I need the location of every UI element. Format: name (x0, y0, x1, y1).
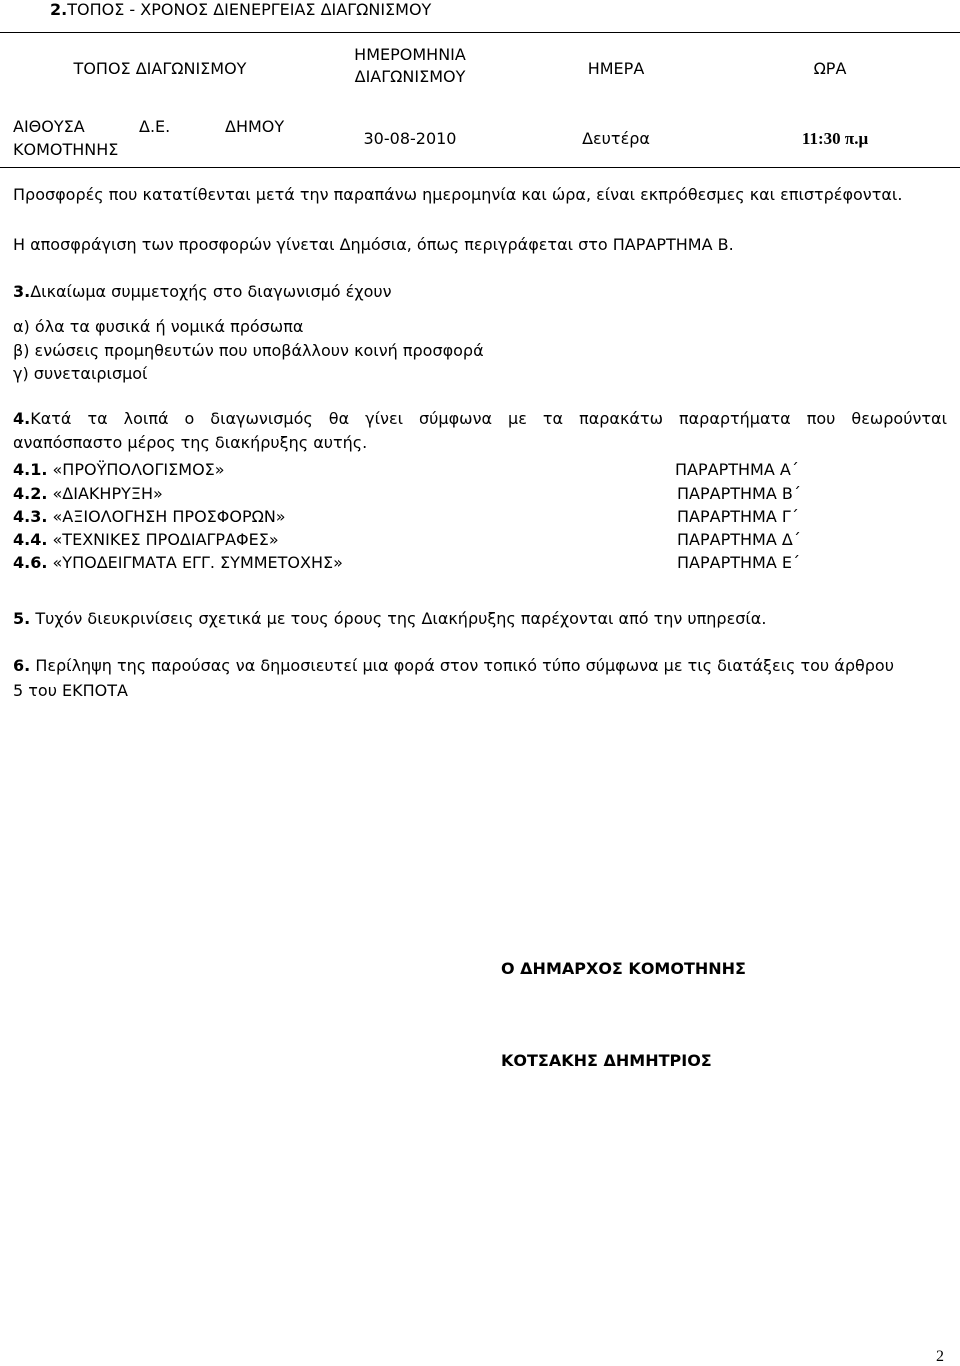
section-4-line-2: αναπόσπαστο μέρος της διακήρυξης αυτής. (13, 433, 368, 452)
annex-list-item (13, 530, 279, 549)
annex-code: 4.3. (13, 507, 48, 526)
annex-title: «ΠΡΟΫΠΟΛΟΓΙΣΜΟΣ» (52, 460, 225, 479)
section-6-text: Περίληψη της παρούσας να δημοσιευτεί μια φορά στον τοπικό τύπο σύμφωνα με τις διατάξεις του άρθρου (35, 656, 894, 675)
section-4-text: Κατά τα λοιπά ο διαγωνισμός θα γίνει σύμφωνα με τα παρακάτω παραρτήματα που θεωρούνται (30, 409, 947, 428)
place-word-1: ΑΙΘΟΥΣΑ (13, 117, 85, 136)
place-word-2: Δ.Ε. (139, 117, 171, 136)
header-time: ΩΡΑ (813, 59, 847, 78)
annex-list-item (13, 553, 343, 572)
row-date: 30-08-2010 (363, 129, 457, 148)
row-day: Δευτέρα (582, 129, 650, 148)
signatory-role: Ο ΔΗΜΑΡΧΟΣ ΚΟΜΟΤΗΝΗΣ (501, 959, 746, 978)
section-2-heading (50, 0, 431, 19)
annex-list-item (13, 507, 286, 526)
section-number: 5. (13, 609, 31, 628)
table-bottom-border (0, 167, 960, 168)
section-5-text: Τυχόν διευκρινίσεις σχετικά με τους όρους της Διακήρυξης παρέχονται από την υπηρεσία. (35, 609, 767, 628)
section-title: Δικαίωμα συμμετοχής στο διαγωνισμό έχουν (30, 282, 392, 301)
table-top-border (0, 32, 960, 33)
annex-code: 4.2. (13, 484, 48, 503)
header-place: ΤΟΠΟΣ ΔΙΑΓΩΝΙΣΜΟΥ (73, 59, 247, 78)
section-3-heading (13, 282, 392, 301)
header-date-line1: ΗΜΕΡΟΜΗΝΙΑ (354, 45, 466, 64)
row-time: 11:30 π.μ (801, 129, 869, 148)
section-number: 6. (13, 656, 31, 675)
eligibility-item: γ) συνεταιρισμοί (13, 364, 148, 383)
header-day: ΗΜΕΡΑ (587, 59, 645, 78)
section-number: 4. (13, 409, 31, 428)
signatory-name: ΚΟΤΣΑΚΗΣ ΔΗΜΗΤΡΙΟΣ (501, 1051, 712, 1070)
row-place (13, 117, 293, 161)
annex-list-item (13, 460, 225, 479)
annex-code: 4.6. (13, 553, 48, 572)
opening-paragraph: Η αποσφράγιση των προσφορών γίνεται Δημόσια, όπως περιγράφεται στο ΠΑΡΑΡΤΗΜΑ Β. (13, 235, 734, 254)
contest-schedule-table (0, 32, 960, 168)
header-date-line2: ΔΙΑΓΩΝΙΣΜΟΥ (354, 67, 466, 86)
section-number: 3. (13, 282, 31, 301)
annex-list-item (13, 484, 163, 503)
annex-title: «ΤΕΧΝΙΚΕΣ ΠΡΟΔΙΑΓΡΑΦΕΣ» (52, 530, 279, 549)
place-line-2: ΚΟΜΟΤΗΝΗΣ (13, 140, 119, 159)
eligibility-item: α) όλα τα φυσικά ή νομικά πρόσωπα (13, 317, 304, 336)
section-title: ΤΟΠΟΣ - ΧΡΟΝΟΣ ΔΙΕΝΕΡΓΕΙΑΣ ΔΙΑΓΩΝΙΣΜΟΥ (67, 0, 432, 19)
annex-label: ΠΑΡΑΡΤΗΜΑ Γ΄ (677, 507, 799, 526)
page-number: 2 (936, 1348, 944, 1365)
eligibility-item: β) ενώσεις προμηθευτών που υποβάλλουν κοινή προσφορά (13, 341, 484, 360)
section-5-paragraph (13, 609, 766, 628)
place-word-3: ΔΗΜΟΥ (225, 117, 285, 136)
annex-label: ΠΑΡΑΡΤΗΜΑ Α΄ (675, 460, 799, 479)
annex-label: ΠΑΡΑΡΤΗΜΑ Δ΄ (677, 530, 801, 549)
annex-title: «ΑΞΙΟΛΟΓΗΣΗ ΠΡΟΣΦΟΡΩΝ» (52, 507, 286, 526)
annex-code: 4.1. (13, 460, 48, 479)
header-date (330, 44, 490, 88)
annex-title: «ΔΙΑΚΗΡΥΞΗ» (52, 484, 163, 503)
section-number: 2. (50, 0, 68, 19)
annex-label: ΠΑΡΑΡΤΗΜΑ Β΄ (677, 484, 801, 503)
offers-paragraph: Προσφορές που κατατίθενται μετά την παραπάνω ημερομηνία και ώρα, είναι εκπρόθεσμες και επιστρέφονται. (13, 185, 903, 204)
section-4-line-1 (13, 409, 947, 428)
annex-title: «ΥΠΟΔΕΙΓΜΑΤΑ ΕΓΓ. ΣΥΜΜΕΤΟΧΗΣ» (52, 553, 343, 572)
annex-label: ΠΑΡΑΡΤΗΜΑ Ε΄ (677, 553, 800, 572)
section-6-line-1 (13, 656, 894, 675)
section-6-line-2: 5 του ΕΚΠΟΤΑ (13, 681, 128, 700)
annex-code: 4.4. (13, 530, 48, 549)
